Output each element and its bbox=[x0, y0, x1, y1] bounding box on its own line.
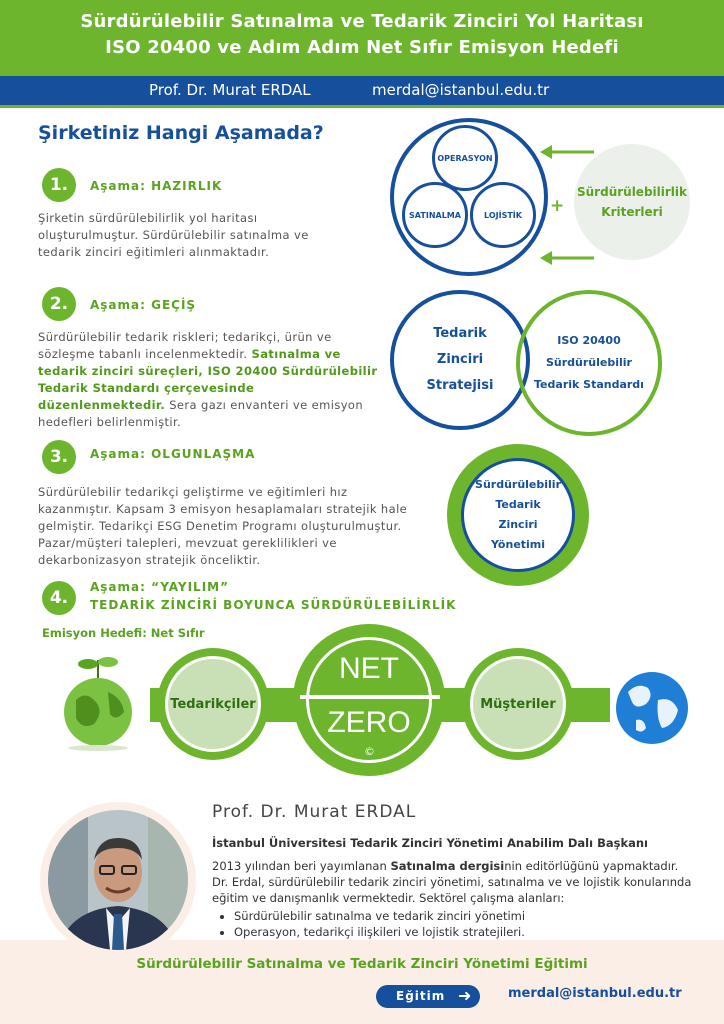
title-line-1: Sürdürülebilir Satınalma ve Tedarik Zinciri Yol Haritası bbox=[80, 11, 644, 32]
author-name: Prof. Dr. Murat ERDAL bbox=[149, 81, 311, 99]
iso-circle: ISO 20400 Sürdürülebilir Tedarik Standardı bbox=[516, 290, 662, 436]
stage-1-text: Şirketin sürdürülebilirlik yol haritası oluşturulmuştur. Sürdürülebilir satınalma ve tedarik zinciri eğitimleri alınmaktadır. bbox=[38, 211, 309, 259]
section-question: Şirketiniz Hangi Aşamada? bbox=[38, 122, 324, 144]
circle-satinalma: SATINALMA bbox=[402, 182, 468, 248]
author-email[interactable]: merdal@istanbul.edu.tr bbox=[372, 81, 550, 99]
training-button[interactable] bbox=[376, 985, 480, 1008]
suppliers-circle: Tedarikçiler bbox=[165, 656, 261, 752]
emission-label: Emisyon Hedefi: Net Sıfır bbox=[42, 626, 205, 640]
plus-icon: + bbox=[550, 196, 565, 216]
circle-operasyon: OPERASYON bbox=[432, 125, 498, 191]
bio-line-2: Dr. Erdal, sürdürülebilir tedarik zinciri yönetimi, satınalma ve ve lojistik konularında eğitim ve danışmanlık vermektedir. Sektörel çalışma alanları: bbox=[212, 875, 692, 905]
bio-bullet: • Sürdürülebilir satınalma ve tedarik zinciri yönetimi bbox=[234, 908, 712, 924]
bio-name: Prof. Dr. Murat ERDAL bbox=[212, 802, 417, 822]
stage-4-subtitle: TEDARİK ZİNCİRİ BOYUNCA SÜRDÜRÜLEBİLİRLİK bbox=[90, 598, 457, 612]
copyright-mark: © bbox=[364, 745, 375, 758]
arrow-right-icon: ➜ bbox=[458, 986, 473, 1005]
bio-position: İstanbul Üniversitesi Tedarik Zinciri Yönetimi Anabilim Dalı Başkanı bbox=[212, 836, 648, 850]
author-bar bbox=[0, 76, 724, 105]
eco-earth-icon bbox=[56, 652, 140, 752]
stage-1-title: Aşama: HAZIRLIK bbox=[90, 179, 223, 193]
header-banner bbox=[0, 0, 724, 76]
strategy-circle: Tedarik Zinciri Stratejisi bbox=[390, 290, 530, 430]
stage-2-number: 2. bbox=[42, 287, 76, 321]
bio-line-1-start: 2013 yılından beri yayımlanan bbox=[212, 859, 391, 873]
bio-line-1-end: nin editörlüğünü yapmaktadır. bbox=[504, 859, 679, 873]
bio-bullets bbox=[212, 908, 712, 940]
globe-icon bbox=[614, 670, 690, 746]
stage-2-text bbox=[38, 329, 378, 431]
avatar bbox=[48, 810, 188, 950]
criteria-circle: Sürdürülebilirlik Kriterleri bbox=[574, 144, 690, 260]
training-title: Sürdürülebilir Satınalma ve Tedarik Zinciri Yönetimi Eğitimi bbox=[136, 956, 588, 972]
stage-2-text-intro: Sürdürülebilir tedarik riskleri; tedarikçi, ürün ve sözleşme tabanlı incelenmektedir. bbox=[38, 330, 332, 361]
net-text: NET bbox=[339, 652, 399, 685]
stage-2-text-end: Sera gazı envanteri ve emisyon hedefleri belirlenmiştir. bbox=[38, 398, 364, 429]
stage-2-title: Aşama: GEÇİŞ bbox=[90, 298, 197, 312]
footer-email[interactable]: merdal@istanbul.edu.tr bbox=[508, 986, 682, 1001]
netzero-divider bbox=[300, 695, 440, 699]
stage-1-number: 1. bbox=[42, 168, 76, 202]
title-line-2: ISO 20400 ve Adım Adım Net Sıfır Emisyon Hedefi bbox=[105, 37, 619, 58]
stage-2-text-highlight: Satınalma ve tedarik zinciri süreçleri, ISO 20400 Sürdürülebilir Tedarik Standardı çerçevesinde düzenlenmektedir. bbox=[38, 347, 378, 412]
customers-circle: Müşteriler bbox=[470, 656, 566, 752]
management-circle: Sürdürülebilir Tedarik Zinciri Yönetimi bbox=[461, 458, 575, 572]
bio-magazine: Satınalma dergisi bbox=[390, 859, 505, 873]
stage-3-number: 3. bbox=[42, 440, 76, 474]
circle-lojistik: LOJİSTİK bbox=[470, 182, 536, 248]
stage-4-number: 4. bbox=[42, 581, 76, 615]
zero-text: ZERO bbox=[327, 706, 411, 739]
stage-3-text: Sürdürülebilir tedarikçi geliştirme ve eğitimleri hız kazanmıştır. Kapsam 3 emisyon hesaplamaları stratejik hale gelmiştir. Tedarikçi ESG Denetim Programı oluşturulmuştur. Pazar/müşteri talepleri, mevzuat gereklilikleri ve dekarbonizasyon stratejik önceliktir. bbox=[38, 485, 408, 567]
stage-3-title: Aşama: OLGUNLAŞMA bbox=[90, 447, 256, 461]
bio-bullet: • Operasyon, tedarikçi ilişkileri ve lojistik stratejileri. bbox=[234, 924, 712, 940]
divider bbox=[0, 105, 724, 108]
bio-line-1 bbox=[212, 858, 712, 874]
bio-text bbox=[212, 858, 712, 940]
training-button-label: Eğitim bbox=[396, 989, 446, 1003]
stage-4-title: Aşama: “YAYILIM” bbox=[90, 580, 229, 594]
